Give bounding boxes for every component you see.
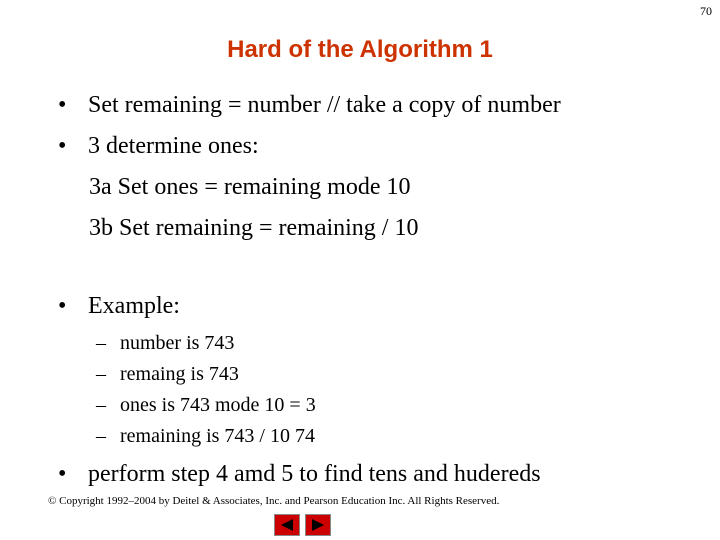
bullet-text: perform step 4 amd 5 to find tens and hudereds: [88, 461, 541, 487]
next-slide-button[interactable]: [305, 514, 331, 536]
sub-item-text: remaing is 743: [120, 363, 239, 385]
bullet-item: [58, 459, 541, 489]
sub-item-text: number is 743: [120, 332, 235, 354]
dash-marker: –: [96, 394, 106, 416]
sub-item: [96, 423, 315, 449]
bullet-text: Set remaining = number // take a copy of number: [88, 92, 561, 118]
bullet-item: [58, 90, 561, 120]
sub-item-text: ones is 743 mode 10 = 3: [120, 394, 316, 416]
dash-marker: –: [96, 363, 106, 385]
sub-item: [96, 330, 234, 356]
step-line: 3a Set ones = remaining mode 10: [89, 174, 411, 200]
example-heading: Example:: [88, 293, 180, 319]
bullet-marker: •: [58, 133, 67, 159]
sub-item: [96, 392, 316, 418]
bullet-marker: •: [58, 461, 67, 487]
page-number: 70: [700, 4, 712, 18]
step-line: 3b Set remaining = remaining / 10: [89, 215, 419, 241]
bullet-marker: •: [58, 293, 67, 319]
bullet-item: [58, 131, 259, 161]
previous-slide-button[interactable]: [274, 514, 300, 536]
sub-item: [96, 361, 239, 387]
dash-marker: –: [96, 425, 106, 447]
copyright-footer: © Copyright 1992–2004 by Deitel & Associates, Inc. and Pearson Education Inc. All Rights Reserved.: [48, 495, 500, 507]
bullet-text: 3 determine ones:: [88, 133, 259, 159]
dash-marker: –: [96, 332, 106, 354]
bullet-item: [58, 291, 180, 321]
left-arrow-icon: [279, 518, 295, 532]
bullet-marker: •: [58, 92, 67, 118]
right-arrow-icon: [310, 518, 326, 532]
sub-item-text: remaining is 743 / 10 74: [120, 425, 315, 447]
slide-title: Hard of the Algorithm 1: [227, 36, 493, 63]
